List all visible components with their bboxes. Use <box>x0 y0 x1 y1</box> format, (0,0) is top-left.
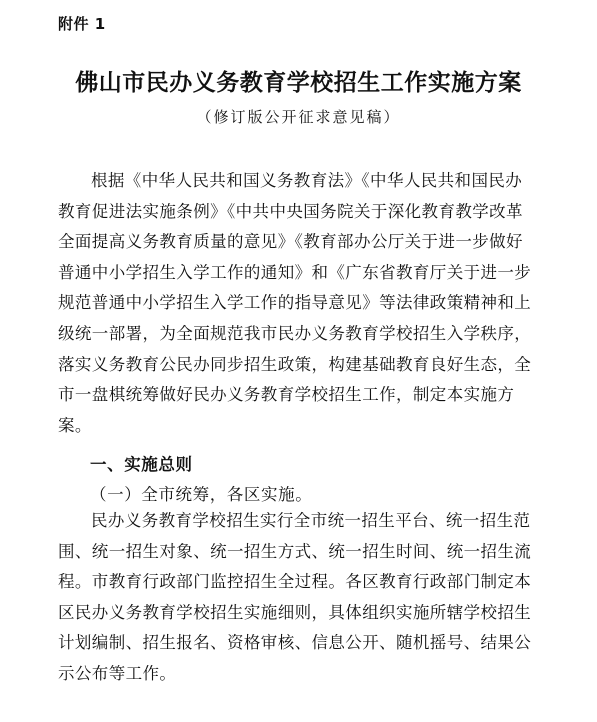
subsection-heading: （一）全市统筹，各区实施。 <box>90 485 313 504</box>
paragraph-legal-basis <box>58 166 550 441</box>
paragraph-line: 围、统一招生对象、统一招生方式、统一招生时间、统一招生流 <box>58 541 532 561</box>
paragraph-general-rules <box>58 506 550 690</box>
paragraph-line: 教育促进法实施条例》《中共中央国务院关于深化教育教学改革 <box>58 201 523 221</box>
paragraph-line: 区民办义务教育学校招生实施细则，具体组织实施所辖学校招生 <box>58 602 532 622</box>
attachment-label: 附件 1 <box>58 15 106 33</box>
paragraph-line: 示公布等工作。 <box>58 663 177 683</box>
section-heading: 一、实施总则 <box>90 455 193 474</box>
paragraph-line: 普通中小学招生入学工作的通知》和《广东省教育厅关于进一步 <box>58 262 532 282</box>
paragraph-line: 民办义务教育学校招生实行全市统一招生平台、统一招生范 <box>91 511 531 530</box>
paragraph-line: 计划编制、招生报名、资格审核、信息公开、随机摇号、结果公 <box>58 633 532 653</box>
paragraph-line: 根据《中华人民共和国义务教育法》《中华人民共和国民办 <box>91 171 523 190</box>
paragraph-line: 全面提高义务教育质量的意见》《教育部办公厅关于进一步做好 <box>58 232 523 252</box>
paragraph-line: 市一盘棋统筹做好民办义务教育学校招生工作，制定本实施方 <box>58 385 515 405</box>
paragraph-line: 落实义务教育公民办同步招生政策，构建基础教育良好生态，全 <box>58 354 532 374</box>
paragraph-line: 规范普通中小学招生入学工作的指导意见》等法律政策精神和上 <box>58 293 532 313</box>
document-subtitle: （修订版公开征求意见稿） <box>196 108 401 126</box>
paragraph-line: 级统一部署，为全面规范我市民办义务教育学校招生入学秩序， <box>58 323 532 343</box>
document-title: 佛山市民办义务教育学校招生工作实施方案 <box>75 69 522 96</box>
paragraph-line: 程。市教育行政部门监控招生全过程。各区教育行政部门制定本 <box>58 572 532 592</box>
paragraph-line: 案。 <box>58 415 92 435</box>
